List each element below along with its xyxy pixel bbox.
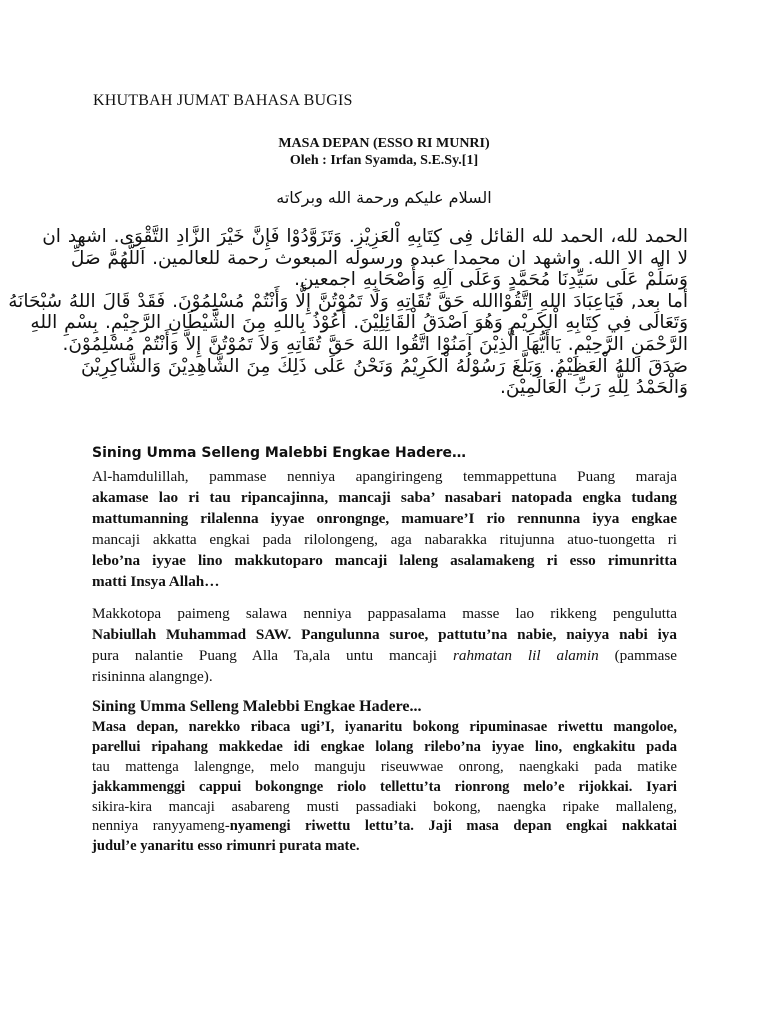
bold-text: judul’e yanaritu esso rimunri purata mate. xyxy=(92,838,360,855)
bold-text: lebo’na iyyae lino makkutoparo mancaji laleng asalamakeng ri esso rimunritta xyxy=(92,552,677,569)
text-run: nenniya ranyyameng- xyxy=(92,818,230,835)
arabic-line: وَالْحَمْدُ لِلَّهِ رَبِّ الْعَالَمِيْنَ. xyxy=(500,377,688,399)
arabic-line: وَسَلِّمْ عَلَى سَيِّدِنَا مُحَمَّدٍ وَعَلَى آلِهِ وَأَصْحَابِهِ اجمعين. xyxy=(294,269,688,291)
paragraph-line: mancaji akkatta engkai pada rilolongeng, aga nabarakka ritujunna atuo-tuongetta ri xyxy=(92,531,677,548)
arabic-line: الحمد لله، الحمد لله القائل فِى كِتَابِهِ اْلعَزِيْزِ. وَتَزَوَّدُوْا فَإِنَّ خَيْرَ الزَّادِ التَّقْوَى. اشهد ان xyxy=(42,226,688,247)
section-heading: Sining Umma Selleng Malebbi Engkae Hadere… xyxy=(92,445,467,461)
paragraph-line xyxy=(92,645,677,666)
paragraph-line: risininna alangnge). xyxy=(92,668,213,685)
paragraph-line xyxy=(92,487,677,508)
document-title: KHUTBAH JUMAT BAHASA BUGIS xyxy=(93,92,353,109)
bold-text: nyamengi riwettu lettu’ta. Jaji masa depan engkai nakkatai xyxy=(229,818,677,835)
bold-text: akamase lao ri tau ripancajinna, mancaji saba’ nasabari natopada engka tudang xyxy=(92,489,677,506)
paragraph-line: Makkotopa paimeng salawa nenniya pappasalama masse lao rikkeng pengulutta xyxy=(92,605,677,622)
text-run: (pammase xyxy=(598,647,677,664)
arabic-line: صَدَقَ اللهُ اْلعَظِيْمُ. وَبَلَّغَ رَسُوْلُهُ اْلكَرِيْمُ وَنَحْنُ عَلَى ذَلِكَ مِنَ الشَّاهِدِيْنَ وَالشَّاكِرِيْنَ xyxy=(80,355,688,377)
arabic-greeting: السلام عليكم ورحمة الله وبركاته xyxy=(276,188,492,207)
paragraph-line xyxy=(92,817,677,837)
bold-text: mattumanning rilalenna iyyae onrongnge, mamuare’I rio rennunna iyya engkae xyxy=(92,510,677,527)
bold-text: matti Insya Allah… xyxy=(92,573,220,590)
bold-text: Masa depan, narekko ribaca ugi’I, iyanaritu bokong ripuminasae riwettu mangoloe, xyxy=(92,719,677,735)
paragraph-line: sikira-kira mancaji asabareng musti passadiaki bokong, naengka ripake mallaleng, xyxy=(92,798,677,815)
paragraph-3 xyxy=(92,718,677,857)
paragraph-line xyxy=(92,738,677,758)
paragraph-2 xyxy=(92,603,677,687)
paragraph-1 xyxy=(92,466,677,592)
paragraph-line xyxy=(92,778,677,798)
arabic-opening-block xyxy=(8,226,688,399)
text-run: pura nalantie Puang Alla Ta,ala untu mancaji xyxy=(92,647,453,664)
paragraph-line: Al-hamdulillah, pammase nenniya apangiringeng temmappettuna Puang maraja xyxy=(92,468,677,485)
arabic-line: أما بعد, فَيَاعِبَادَ اللهِ اِتَّقُوْاالله حَقَّ تُقَاتِهِ وَلَا تَمُوْتُنَّ إِلَّا وَأَنْتُمْ مُسْلِمُوْنَ. فَقَدْ قَالَ اللهُ سُبْحَانَهُ xyxy=(8,290,688,312)
bold-text: Nabiullah Muhammad SAW. Pangulunna suroe, pattutu’na nabie, naiyya nabi iya xyxy=(92,626,677,643)
arabic-line: الرَّحْمَنِ الرَّحِيْمِ. يَاأَيُّهَا الَّذِيْنَ آمَنُوْا اتَّقُوا اللهَ حَقَّ تُقَاتِهِ وَلاَ تَمُوْتُنَّ إِلاَّ وَأَنْتُمْ مُسْلِمُوْنَ. xyxy=(62,333,688,355)
paragraph-line xyxy=(92,624,677,645)
italic-text: rahmatan lil alamin xyxy=(452,647,599,664)
paragraph-line xyxy=(92,508,677,529)
arabic-line: وَتَعَالَى فِي كِتَابِهِ اْلكَرِيْمِ وَهُوَ اَصْدَقُ اْلقَائِلِيْنَ. أَعُوْذُ بِاللهِ مِنَ الشَّيْطَانِ الرَّجِيْمِ. بِسْمِ اللهِ xyxy=(30,312,688,334)
author-line: Oleh : Irfan Syamda, S.E.Sy.[1] xyxy=(289,153,479,168)
paragraph-line xyxy=(92,571,677,592)
arabic-line: لا اله الا الله. واشهد ان محمدا عبده ورسوله المبعوث رحمة للعالمين. اَللَّهُمَّ صَلِّ xyxy=(70,247,688,269)
paragraph-line xyxy=(92,718,677,738)
section-heading: Sining Umma Selleng Malebbi Engkae Hadere... xyxy=(92,698,422,715)
paragraph-line: tau mattenga lalengnge, melo manguju riseuwwae onrong, naengkaki pada matike xyxy=(92,758,677,775)
bold-text: jakkammenggi cappui bokongnge riolo tellettu’ta rionrong melo’e rijokkai. Iyari xyxy=(92,778,677,795)
sermon-subtitle: MASA DEPAN (ESSO RI MUNRI) xyxy=(278,136,490,151)
paragraph-line xyxy=(92,837,677,857)
paragraph-line xyxy=(92,550,677,571)
bold-text: parellui ripahang makkedae idi engkae lolang rilebo’na iyyae lino, engkakitu pada xyxy=(92,738,677,755)
